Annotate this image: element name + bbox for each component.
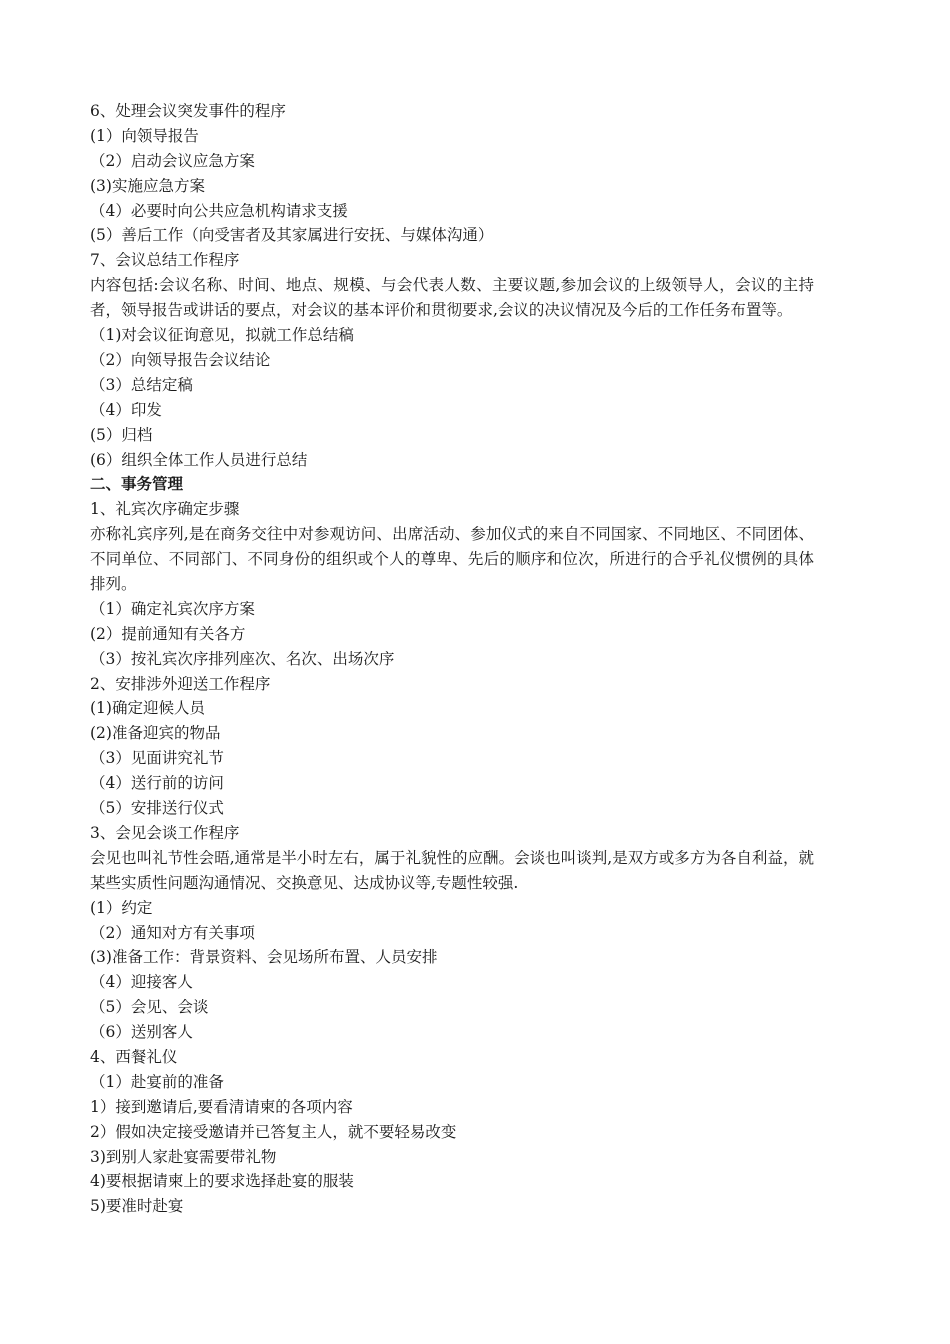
list-item: (3)准备工作：背景资料、会见场所布置、人员安排 xyxy=(90,948,438,967)
list-item: (2)准备迎宾的物品 xyxy=(90,724,221,743)
body-paragraph: 内容包括:会议名称、时间、地点、规模、与会代表人数、主要议题,参加会议的上级领导人，会议的主持者，领导报告或讲话的要点，对会议的基本评价和贯彻要求,会议的决议情况及今后的工作任务布置等。 xyxy=(90,276,814,320)
section-title: 6、处理会议突发事件的程序 xyxy=(90,102,286,120)
list-item: （4）必要时向公共应急机构请求支援 xyxy=(90,201,348,220)
list-item: （2）向领导报告会议结论 xyxy=(90,350,271,369)
list-item: （2）通知对方有关事项 xyxy=(90,923,255,942)
list-item: （4）迎接客人 xyxy=(90,973,193,992)
section-title: 2、安排涉外迎送工作程序 xyxy=(90,674,271,693)
list-item: （6）送别客人 xyxy=(90,1023,193,1042)
list-item: (6）组织全体工作人员进行总结 xyxy=(90,450,308,469)
list-item: （1）赴宴前的准备 xyxy=(90,1072,224,1091)
list-item: （5）会见、会谈 xyxy=(90,998,209,1017)
section-title: 7、会议总结工作程序 xyxy=(90,251,240,270)
list-item: （3）见面讲究礼节 xyxy=(90,749,224,768)
list-item: （3）按礼宾次序排列座次、名次、出场次序 xyxy=(90,649,395,668)
list-item: 5)要准时赴宴 xyxy=(90,1197,184,1216)
list-item: (2）提前通知有关各方 xyxy=(90,624,246,643)
list-item: 1）接到邀请后,要看清请柬的各项内容 xyxy=(90,1097,353,1116)
list-item: (5）归档 xyxy=(90,425,153,444)
list-item: (3)实施应急方案 xyxy=(90,176,205,195)
list-item: （3）总结定稿 xyxy=(90,375,193,394)
list-item: （1）确定礼宾次序方案 xyxy=(90,599,255,618)
list-item: (1)确定迎候人员 xyxy=(90,699,205,718)
list-item: 2）假如决定接受邀请并已答复主人，就不要轻易改变 xyxy=(90,1122,457,1141)
section-title: 4、西餐礼仪 xyxy=(90,1047,178,1066)
list-item: (5）善后工作（向受害者及其家属进行安抚、与媒体沟通） xyxy=(90,226,494,245)
list-item: (1）向领导报告 xyxy=(90,126,199,145)
section-title: 1、礼宾次序确定步骤 xyxy=(90,500,240,519)
list-item: （1)对会议征询意见，拟就工作总结稿 xyxy=(90,326,354,345)
body-paragraph: 会见也叫礼节性会晤,通常是半小时左右，属于礼貌性的应酬。会谈也叫谈判,是双方或多方为各自利益，就某些实质性问题沟通情况、交换意见、达成协议等,专题性较强. xyxy=(90,848,814,892)
list-item: (1）约定 xyxy=(90,898,153,917)
list-item: 3)到别人家赴宴需要带礼物 xyxy=(90,1147,277,1166)
body-paragraph: 亦称礼宾序列,是在商务交往中对参观访问、出席活动、参加仪式的来自不同国家、不同地区、不同团体、不同单位、不同部门、不同身份的组织或个人的尊卑、先后的顺序和位次，所进行的合乎礼仪惯例的具体排列。 xyxy=(90,525,814,593)
list-item: （4）送行前的访问 xyxy=(90,774,224,793)
list-item: （2）启动会议应急方案 xyxy=(90,151,255,170)
list-item: （5）安排送行仪式 xyxy=(90,799,224,818)
document-page xyxy=(90,99,814,1219)
list-item: 4)要根据请柬上的要求选择赴宴的服装 xyxy=(90,1172,354,1191)
section-title: 3、会见会谈工作程序 xyxy=(90,823,240,842)
chapter-heading: 二、事务管理 xyxy=(90,474,184,494)
list-item: （4）印发 xyxy=(90,400,162,419)
